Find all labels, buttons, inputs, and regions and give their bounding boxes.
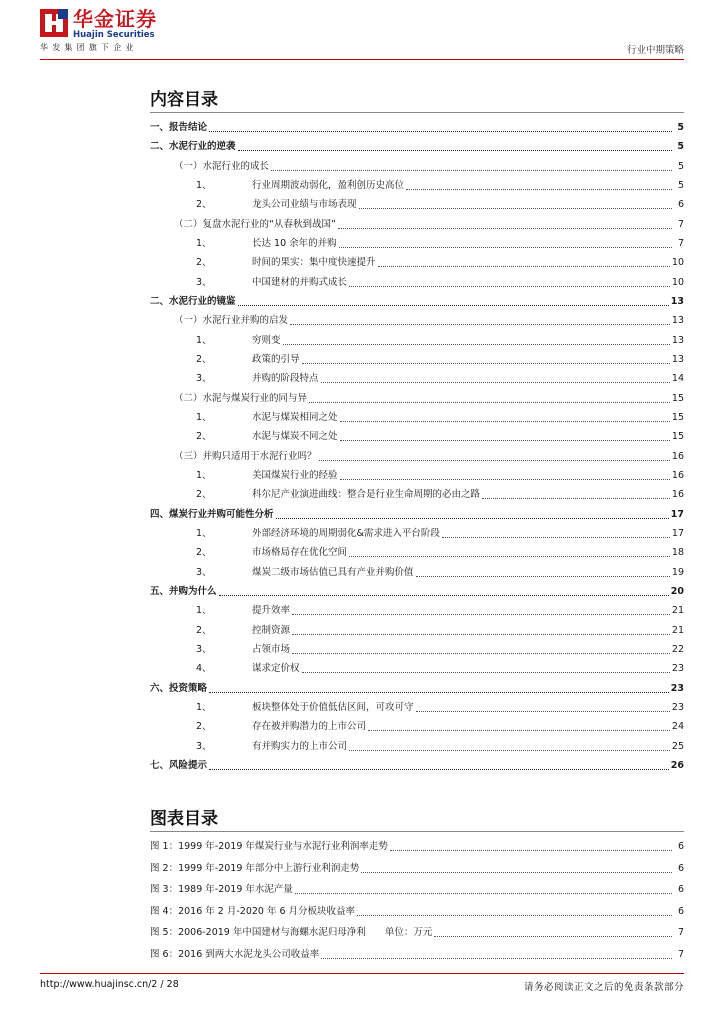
figure-entry-label: 图 1：1999 年-2019 年煤炭行业与水泥行业利润率走势 [150, 841, 388, 852]
toc-entry-page: 13 [671, 353, 684, 365]
toc-entry-label: 时间的果实：集中度快速提升 [252, 257, 376, 269]
toc-entry-number: 1、 [196, 701, 212, 713]
toc-dot-leader [302, 363, 670, 364]
toc-dot-leader [292, 614, 670, 615]
figure-entry[interactable] [150, 901, 684, 919]
toc-dot-leader [321, 382, 670, 383]
toc-entry-page: 15 [671, 392, 684, 404]
toc-entry-label: 外部经济环境的周期弱化&需求进入平台阶段 [252, 527, 440, 539]
toc-dot-leader [283, 344, 670, 345]
toc-entry-number: （一） [174, 315, 203, 327]
toc-entry[interactable] [150, 117, 684, 135]
toc-entry-page: 5 [677, 160, 684, 172]
toc-entry-number: 七、 [150, 759, 170, 771]
toc-entry-label: 长达 10 余年的并购 [252, 237, 337, 249]
figure-dot-leader [321, 958, 672, 959]
figure-entry-label: 图 3：1989 年-2019 年水泥产量 [150, 884, 293, 896]
toc-dot-leader [340, 421, 670, 422]
toc-entry[interactable] [150, 156, 684, 174]
toc-dot-leader [340, 440, 670, 441]
figure-dot-leader [390, 850, 672, 851]
toc-dot-leader [271, 170, 672, 171]
toc-dot-leader [219, 595, 669, 596]
toc-entry-page: 5 [677, 179, 684, 191]
toc-entry[interactable] [150, 736, 684, 754]
toc-entry[interactable] [150, 465, 684, 483]
toc-entry-number: 2、 [196, 353, 212, 365]
toc-entry-page: 10 [671, 257, 684, 269]
company-logo [40, 8, 166, 38]
toc-entry-page: 20 [670, 585, 684, 597]
figure-entry-page: 6 [677, 841, 684, 852]
toc-dot-leader [276, 518, 669, 519]
toc-entry-label: 煤炭二级市场估值已具有产业并购价值 [252, 566, 414, 578]
figure-dot-leader [295, 893, 672, 894]
figure-dot-leader [434, 936, 672, 937]
toc-dot-leader [238, 150, 672, 151]
toc-entry[interactable] [150, 330, 684, 348]
toc-entry-number: 1、 [196, 411, 212, 423]
footer-divider [40, 973, 684, 974]
toc-dot-leader [359, 208, 672, 209]
toc-entry-number: 1、 [196, 179, 212, 191]
toc-entry-label: 投资策略 [169, 682, 208, 694]
toc-entry[interactable] [150, 194, 684, 212]
toc-entry-page: 5 [677, 141, 684, 153]
toc-entry-label: 水泥行业并购的启发 [202, 315, 289, 327]
toc-entry-page: 16 [671, 450, 684, 462]
toc-entry-page: 16 [671, 489, 684, 501]
toc-entry-page: 25 [671, 740, 684, 752]
toc-entry-label: 板块整体处于价值低估区间，可攻可守 [252, 701, 414, 713]
figure-entry[interactable] [150, 879, 684, 897]
figure-entry-label: 图 6：2016 到两大水泥龙头公司收益率 [150, 949, 320, 960]
toc-entry[interactable] [150, 407, 684, 425]
toc-entry[interactable] [150, 581, 684, 599]
toc-entry-page: 13 [671, 334, 684, 346]
toc-entry-label: 政策的引导 [252, 353, 300, 365]
toc-entry-number: 2、 [196, 624, 212, 636]
toc-dot-leader [338, 228, 672, 229]
toc-dot-leader [416, 576, 670, 577]
toc-dot-leader [349, 750, 670, 751]
toc-entry[interactable] [150, 755, 684, 773]
toc-entry-page: 21 [671, 605, 684, 617]
toc-entry-number: 一、 [150, 122, 170, 133]
toc-entry[interactable] [150, 349, 684, 367]
toc-entry-label: 控制资源 [252, 624, 291, 636]
toc-entry-number: 四、 [150, 508, 170, 520]
toc-entry[interactable] [150, 310, 684, 328]
toc-dot-leader [209, 692, 669, 693]
toc-entry-page: 6 [677, 199, 684, 211]
toc-entry-page: 22 [671, 643, 684, 655]
toc-entry-label: 风险提示 [169, 759, 208, 771]
toc-entry[interactable] [150, 446, 684, 464]
toc-dot-leader [302, 672, 670, 673]
toc-entry-page: 13 [670, 295, 684, 307]
toc-dot-leader [416, 711, 670, 712]
toc-entry-label: 水泥与煤炭行业的同与异 [202, 392, 308, 404]
contents-title: 内容目录 [150, 90, 218, 110]
toc-entry[interactable] [150, 504, 684, 522]
figure-entry-label: 图 2：1999 年-2019 年部分中上游行业利润走势 [150, 862, 360, 874]
report-type: 行业中期策略 [626, 45, 684, 56]
toc-dot-leader [309, 402, 670, 403]
toc-entry-number: 2、 [196, 431, 212, 443]
toc-entry-label: 有并购实力的上市公司 [252, 740, 348, 752]
toc-dot-leader [290, 324, 670, 325]
toc-dot-leader [378, 266, 670, 267]
toc-entry-number: 2、 [196, 199, 212, 211]
logo-english-name: Huajin Securities [73, 30, 155, 40]
footer-url-page[interactable]: http://www.huajinsc.cn/2 / 28 [40, 979, 179, 990]
toc-entry-page: 26 [670, 759, 684, 771]
toc-entry-label: 谋求定价权 [252, 663, 300, 675]
toc-entry-number: （二） [174, 218, 203, 230]
figure-entry-page: 6 [677, 905, 684, 917]
toc-dot-leader [319, 460, 670, 461]
toc-entry-page: 5 [677, 122, 684, 133]
toc-entry[interactable] [150, 426, 684, 444]
toc-entry-number: 3、 [196, 373, 212, 385]
toc-entry-page: 21 [671, 624, 684, 636]
toc-entry[interactable] [150, 678, 684, 696]
toc-entry[interactable] [150, 388, 684, 406]
toc-entry[interactable] [150, 697, 684, 715]
toc-entry[interactable] [150, 252, 684, 270]
figure-entry-label: 图 5：2006-2019 年中国建材与海螺水泥归母净利 单位：万元 [150, 927, 433, 939]
toc-entry-page: 24 [671, 721, 684, 733]
toc-entry-number: （一） [174, 160, 203, 172]
toc-entry-page: 17 [670, 508, 684, 520]
figure-entry-page: 6 [677, 884, 684, 896]
toc-entry-label: 科尔尼产业演进曲线：整合是行业生命周期的必由之路 [252, 489, 481, 501]
toc-entry-page: 23 [671, 701, 684, 713]
figure-dot-leader [361, 872, 672, 873]
toc-entry[interactable] [150, 658, 684, 676]
toc-entry-number: 3、 [196, 643, 212, 655]
toc-entry-page: 13 [671, 315, 684, 327]
toc-entry-number: 1、 [196, 605, 212, 617]
toc-entry-label: 并购为什么 [169, 585, 217, 597]
toc-entry-number: （二） [174, 392, 203, 404]
toc-entry-page: 15 [671, 411, 684, 423]
toc-entry-page: 18 [671, 547, 684, 559]
toc-entry[interactable] [150, 600, 684, 618]
toc-dot-leader [442, 537, 670, 538]
toc-entry-page: 19 [671, 566, 684, 578]
toc-entry-page: 7 [677, 237, 684, 249]
toc-dot-leader [349, 556, 670, 557]
toc-entry-label: 占领市场 [252, 643, 291, 655]
toc-entry-page: 14 [671, 373, 684, 385]
toc-entry-label: 水泥行业的镜鉴 [169, 295, 236, 307]
figure-entry[interactable] [150, 922, 684, 940]
toc-entry[interactable] [150, 542, 684, 560]
toc-entry-label: 市场格局存在优化空间 [252, 547, 348, 559]
toc-entry[interactable] [150, 175, 684, 193]
toc-entry-number: 六、 [150, 682, 170, 694]
toc-entry[interactable] [150, 639, 684, 657]
toc-entry-number: 1、 [196, 469, 212, 481]
group-tagline: 华发集团旗下企业 [40, 43, 138, 52]
toc-entry-number: 2、 [196, 547, 212, 559]
toc-entry-label: 复盘水泥行业的“从春秋到战国” [202, 218, 336, 230]
toc-entry-page: 16 [671, 469, 684, 481]
figure-entry[interactable] [150, 944, 684, 962]
toc-entry[interactable] [150, 620, 684, 638]
figure-entry-page: 7 [677, 949, 684, 960]
toc-entry-page: 10 [671, 276, 684, 288]
toc-entry-number: 1、 [196, 334, 212, 346]
toc-dot-leader [292, 634, 670, 635]
toc-dot-leader [482, 498, 670, 499]
toc-entry[interactable] [150, 136, 684, 154]
toc-entry-label: 中国建材的并购式成长 [252, 276, 348, 288]
footer-disclaimer: 请务必阅读正文之后的免责条款部分 [523, 982, 684, 993]
toc-entry[interactable] [150, 716, 684, 734]
toc-entry-label: 水泥与煤炭不同之处 [252, 431, 338, 443]
figure-entry[interactable] [150, 858, 684, 876]
toc-entry-label: 水泥行业的成长 [202, 160, 270, 172]
toc-entry-label: 龙头公司业绩与市场表现 [252, 199, 357, 211]
toc-dot-leader [368, 730, 670, 731]
toc-entry-page: 23 [670, 682, 684, 694]
toc-entry-label: 穷则变 [252, 334, 281, 346]
toc-entry[interactable] [150, 272, 684, 290]
toc-entry-number: （三） [174, 450, 203, 462]
header-divider [40, 59, 684, 60]
toc-dot-leader [349, 286, 670, 287]
toc-entry-number: 3、 [196, 566, 212, 578]
toc-entry-number: 1、 [196, 527, 212, 539]
toc-entry-number: 2、 [196, 721, 212, 733]
toc-dot-leader [406, 189, 672, 190]
toc-entry-page: 15 [671, 431, 684, 443]
toc-dot-leader [292, 653, 670, 654]
toc-dot-leader [340, 479, 670, 480]
toc-entry-number: 二、 [150, 295, 170, 307]
figure-entry-page: 6 [677, 862, 684, 874]
toc-dot-leader [339, 247, 672, 248]
toc-entry-label: 美国煤炭行业的经验 [252, 469, 338, 481]
logo-chinese-name: 华金证券 [73, 7, 157, 31]
toc-entry-number: 2、 [196, 257, 212, 269]
toc-entry-label: 水泥与煤炭相同之处 [252, 411, 338, 423]
toc-entry[interactable] [150, 562, 684, 580]
toc-entry-label: 存在被并购潜力的上市公司 [252, 721, 367, 733]
toc-dot-leader [209, 769, 669, 770]
toc-entry-page: 23 [671, 663, 684, 675]
toc-entry[interactable] [150, 523, 684, 541]
toc-entry-label: 水泥行业的逆袭 [169, 141, 236, 153]
toc-entry-label: 并购只适用于水泥行业吗？ [202, 450, 317, 462]
toc-entry[interactable] [150, 233, 684, 251]
toc-entry-label: 行业周期波动弱化，盈利创历史高位 [252, 179, 405, 191]
toc-entry[interactable] [150, 291, 684, 309]
toc-dot-leader [238, 305, 669, 306]
toc-entry-label: 并购的阶段特点 [252, 373, 319, 385]
figure-dot-leader [357, 915, 672, 916]
toc-entry-label: 煤炭行业并购可能性分析 [169, 508, 274, 520]
toc-entry-number: 3、 [196, 276, 212, 288]
toc-entry-label: 报告结论 [169, 122, 208, 133]
huajin-logo-mark-icon [40, 9, 68, 37]
toc-dot-leader [209, 131, 672, 132]
toc-entry-number: 1、 [196, 237, 212, 249]
contents-title-rule [150, 112, 684, 113]
toc-entry-page: 7 [677, 218, 684, 230]
toc-entry-number: 2、 [196, 489, 212, 501]
toc-entry-number: 二、 [150, 141, 170, 153]
toc-entry-number: 3、 [196, 740, 212, 752]
figures-title: 图表目录 [150, 809, 218, 829]
figures-title-rule [150, 831, 684, 832]
toc-entry-page: 17 [671, 527, 684, 539]
toc-entry[interactable] [150, 368, 684, 386]
toc-entry-number: 4、 [196, 663, 212, 675]
figure-entry[interactable] [150, 836, 684, 854]
toc-entry[interactable] [150, 484, 684, 502]
toc-entry-label: 提升效率 [252, 605, 291, 617]
figure-entry-label: 图 4：2016 年 2 月-2020 年 6 月分板块收益率 [150, 905, 356, 917]
toc-entry-number: 五、 [150, 585, 170, 597]
toc-entry[interactable] [150, 214, 684, 232]
figure-entry-page: 7 [677, 927, 684, 939]
